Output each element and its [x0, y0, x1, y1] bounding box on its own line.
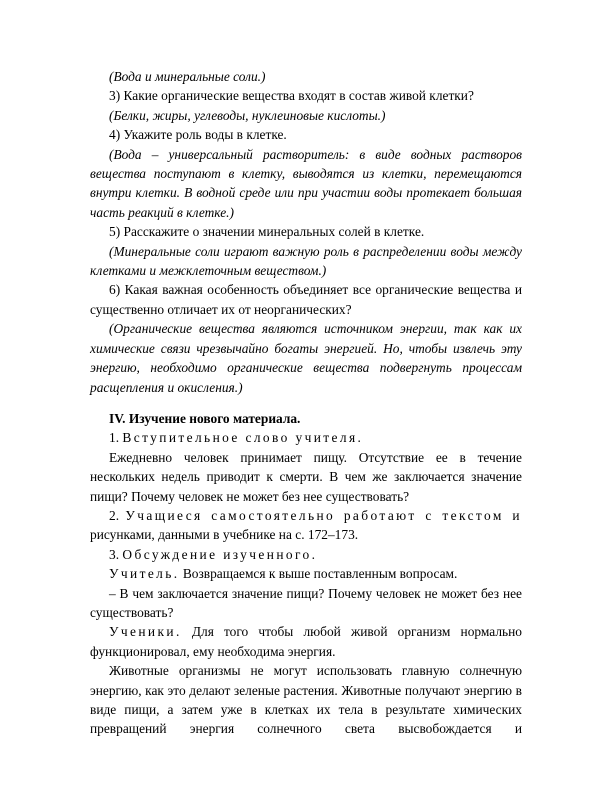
- step-2-title: Учащиеся самостоятельно работают с текстом и: [125, 507, 522, 523]
- step-3-number: 3.: [109, 546, 120, 562]
- closing-paragraph: Животные организмы не могут использовать главную солнечную энергию, как это делают зеленые растения. Животные получают энергию в виде пищи, а затем уже в клетках их тела в результате химических превращений энергия солнечного света высвобождается и: [90, 663, 522, 737]
- step-3-heading: [90, 545, 522, 564]
- step-1-number: 1.: [109, 430, 120, 446]
- teacher-label: Учитель.: [109, 566, 180, 582]
- question-6: 6) Какая важная особенность объединяет все органические вещества и существенно отличает их от неорганических?: [90, 282, 522, 317]
- question-5: 5) Расскажите о значении минеральных солей в клетке.: [109, 224, 425, 240]
- answer-6: (Органические вещества являются источником энергии, так как их химические связи чрезвычайно богаты энергией. Но, чтобы извлечь эту энергию, необходимо органические вещества подвергнуть процессам расщепления и окисления.): [90, 321, 522, 395]
- question-4: 4) Укажите роль воды в клетке.: [109, 127, 287, 143]
- students-label: Ученики.: [109, 624, 182, 640]
- step-1-title: Вступительное слово учителя.: [122, 430, 364, 446]
- step-3-title: Обсуждение изученного.: [122, 546, 318, 562]
- teacher-text: Возвращаемся к выше поставленным вопросам.: [182, 566, 458, 582]
- answer-5: (Минеральные соли играют важную роль в распределении воды между клетками и межклеточным веществом.): [90, 243, 522, 279]
- document-page: [90, 67, 522, 739]
- students-text: Для того чтобы любой живой организм нормально функционировал, ему необходима энергия.: [90, 624, 522, 659]
- teacher-line: [90, 564, 522, 583]
- answer-4: (Вода – универсальный растворитель: в виде водных растворов вещества поступают в клетку, выводятся из клетки, перемещаются внутри клетки. В водной среде или при участии воды протекает большая часть реакций в клетке.): [90, 146, 522, 220]
- step-2-heading: [90, 506, 522, 525]
- step-1-text: Ежедневно человек принимает пищу. Отсутствие ее в течение нескольких недель приводит к смерти. В чем же заключается значение пищи? Почему человек не может без нее существовать?: [90, 449, 522, 504]
- section-heading: IV. Изучение нового материала.: [109, 410, 301, 426]
- step-1-heading: [90, 428, 522, 447]
- step-2-text: рисунками, данными в учебнике на с. 172–173.: [90, 527, 359, 543]
- step-2-number: 2.: [109, 507, 120, 523]
- answer-line-water-salts: (Вода и минеральные соли.): [109, 69, 266, 84]
- question-3: 3) Какие органические вещества входят в состав живой клетки?: [109, 88, 474, 104]
- teacher-question: – В чем заключается значение пищи? Почему человек не может без нее существовать?: [90, 585, 522, 620]
- students-line: [90, 622, 522, 661]
- answer-3: (Белки, жиры, углеводы, нуклеиновые кислоты.): [109, 107, 386, 123]
